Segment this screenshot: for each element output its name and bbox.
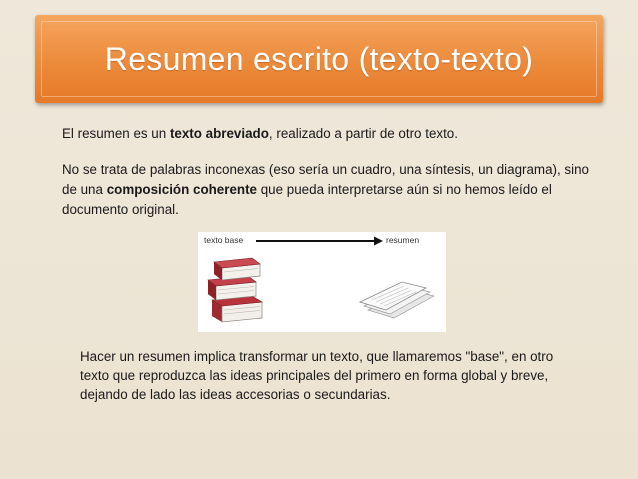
source-text-label: texto base [204,235,244,245]
paragraph-definition-bold: texto abreviado [169,126,269,141]
slide-title: Resumen escrito (texto-texto) [104,40,534,77]
title-banner [35,15,603,103]
paragraph-summary-process: Hacer un resumen implica transformar un texto, que llamaremos "base", en otro texto que reproduzca las ideas principales del primero en forma global y breve, dejando de lado las ideas accesorias o secundarias. [80,349,554,402]
paragraph-definition-text: El resumen es un [62,126,170,141]
paragraph-coherence [62,160,602,220]
books-icon [208,258,262,322]
summary-diagram [198,232,446,332]
paragraph-coherence-bold: composición coherente [106,182,257,197]
diagram-graphic [198,232,446,332]
paragraph-coherence-text-end: que pueda interpretarse aún si no hemos leído el documento original. [62,182,552,217]
summary-label: resumen [386,235,420,245]
paragraph-definition [62,124,602,144]
summary-pages-icon [360,282,434,318]
paragraph-coherence-text: No se trata de palabras inconexas (eso sería un cuadro, una síntesis, un diagrama), sino de una [62,162,589,197]
paragraph-definition-text-end: , realizado a partir de otro texto. [268,126,458,141]
arrow-icon [256,237,383,246]
